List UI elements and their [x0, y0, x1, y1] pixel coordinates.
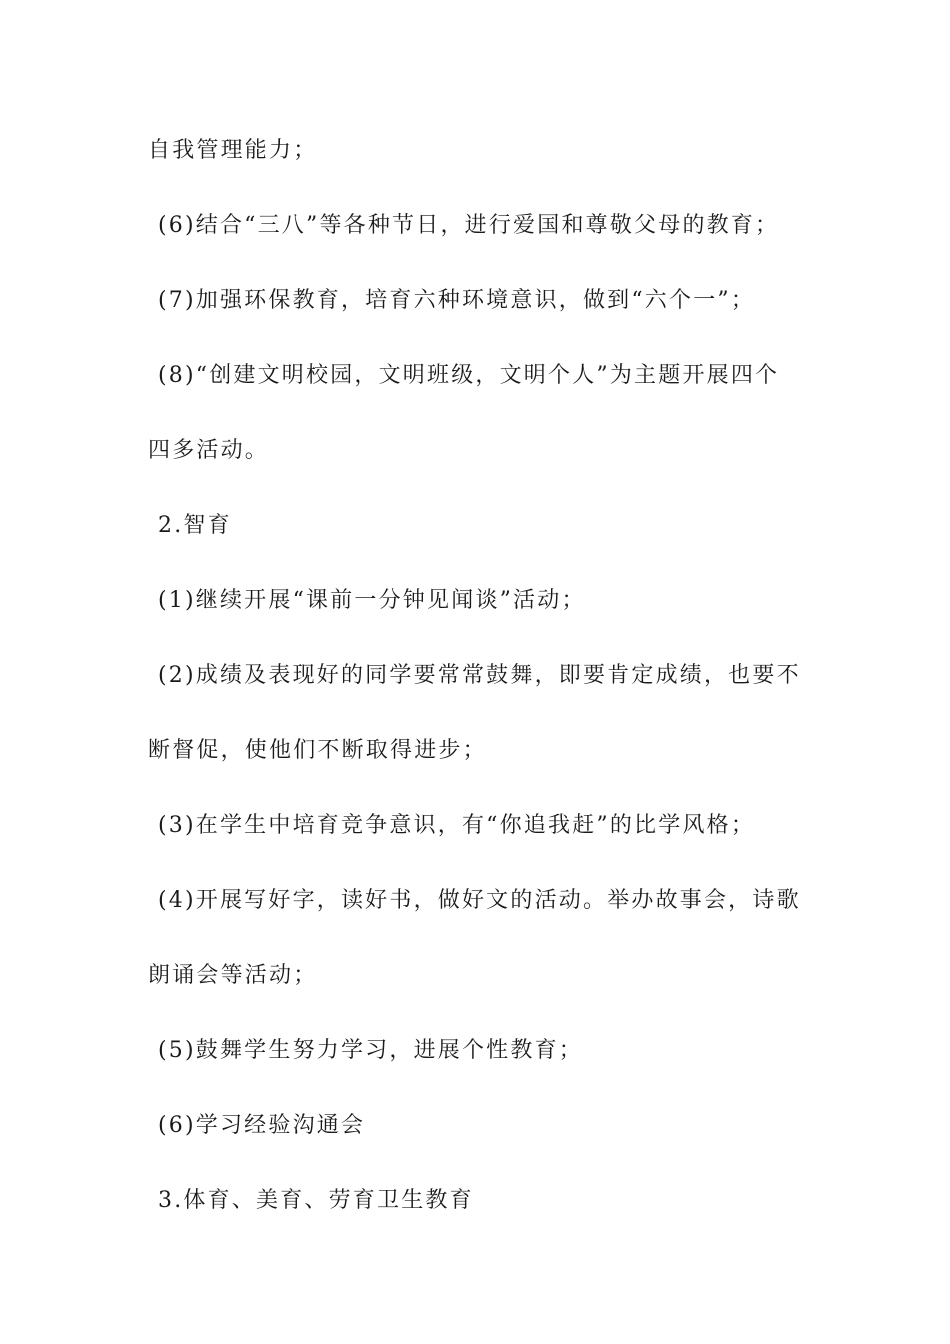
paragraph-line: 朗诵会等活动；	[148, 963, 318, 988]
list-item: (6)学习经验沟通会	[158, 1113, 366, 1138]
section-heading: 2.智育	[158, 513, 232, 538]
list-item: (5)鼓舞学生努力学习，进展个性教育；	[158, 1038, 583, 1063]
list-item: (2)成绩及表现好的同学要常常鼓舞，即要肯定成绩，也要不	[158, 663, 801, 688]
paragraph-line: 自我管理能力；	[148, 138, 318, 163]
list-item: (6)结合“三八”等各种节日，进行爱国和尊敬父母的教育；	[158, 213, 780, 238]
list-item: (4)开展写好字，读好书，做好文的活动。举办故事会，诗歌	[158, 888, 801, 913]
list-item: (7)加强环保教育，培育六种环境意识，做到“六个一”；	[158, 288, 756, 313]
paragraph-line: 断督促，使他们不断取得进步；	[148, 738, 487, 763]
paragraph-line: 四多活动。	[148, 438, 270, 463]
list-item: (8)“创建文明校园，文明班级，文明个人”为主题开展四个	[158, 363, 780, 388]
list-item: (3)在学生中培育竞争意识，有“你追我赶”的比学风格；	[158, 813, 756, 838]
section-heading: 3.体育、美育、劳育卫生教育	[158, 1188, 474, 1213]
list-item: (1)继续开展“课前一分钟见闻谈”活动；	[158, 588, 586, 613]
